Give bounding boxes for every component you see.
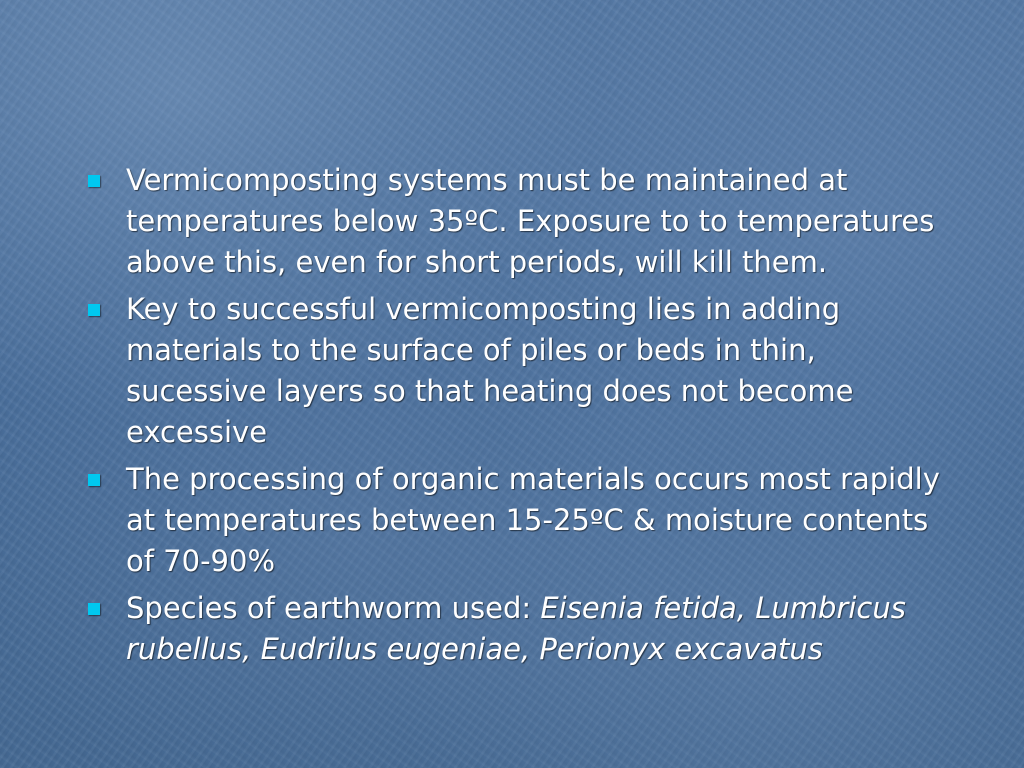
- bullet-item: [88, 459, 948, 582]
- bullet-text: Key to successful vermicomposting lies in adding materials to the surface of piles or beds in thin, sucessive layers so that heating does not become excessive: [126, 292, 854, 449]
- bullet-text: Species of earthworm used:: [126, 591, 541, 625]
- bullet-item: [88, 289, 948, 453]
- bullet-text: Vermicomposting systems must be maintained at temperatures below 35ºC. Exposure to to temperatures above this, even for short periods, will kill them.: [126, 163, 935, 279]
- bullet-item: [88, 160, 948, 283]
- bullet-item: [88, 588, 948, 670]
- species-names: Eisenia fetida, Lumbricus rubellus, Eudrilus eugeniae, Perionyx excavatus: [126, 591, 906, 666]
- bullet-text: The processing of organic materials occurs most rapidly at temperatures between 15-25ºC & moisture contents of 70-90%: [126, 462, 940, 578]
- bullet-list: [88, 160, 948, 676]
- square-bullet-icon: [88, 304, 100, 316]
- square-bullet-icon: [88, 474, 100, 486]
- square-bullet-icon: [88, 175, 100, 187]
- square-bullet-icon: [88, 603, 100, 615]
